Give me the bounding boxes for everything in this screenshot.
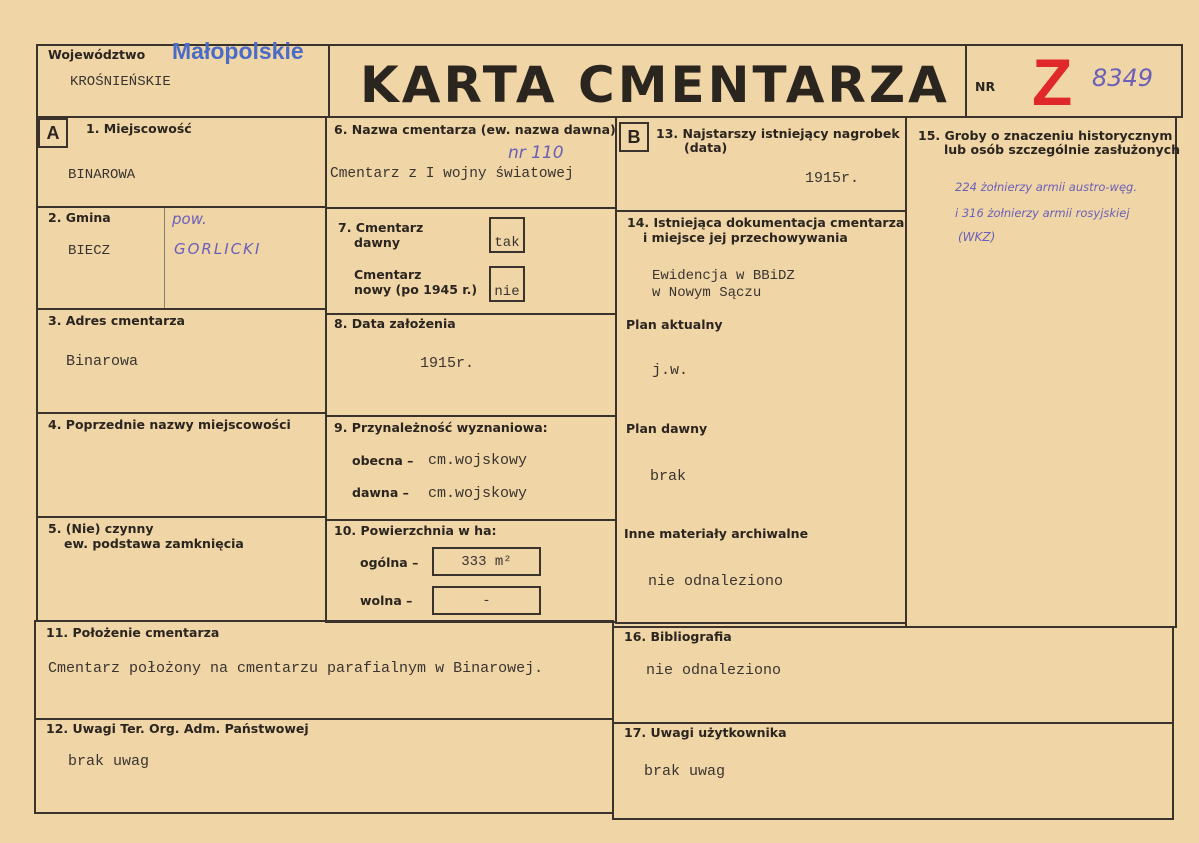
new-cemetery-sublabel: nowy (po 1945 r.) <box>354 282 478 297</box>
field-17-value: brak uwag <box>644 763 726 780</box>
field-15-note-3: (WKZ) <box>958 230 996 244</box>
current-plan-value: j.w. <box>652 362 689 379</box>
field-5-sublabel: ew. podstawa zamknięcia <box>64 536 244 551</box>
field-10-label: 10. Powierzchnia w ha: <box>334 523 497 538</box>
field-2-value: BIECZ <box>68 243 111 259</box>
field-12-value: brak uwag <box>68 753 150 770</box>
field-15-note-2: i 316 żołnierzy armii rosyjskiej <box>955 206 1130 220</box>
field-8-label: 8. Data założenia <box>334 316 456 331</box>
field-1-value: BINAROWA <box>68 167 136 183</box>
old-plan-label: Plan dawny <box>626 421 708 436</box>
field-4-label: 4. Poprzednie nazwy miejscowości <box>48 417 291 432</box>
field-15-label: 15. Groby o znaczeniu historycznym <box>918 128 1173 143</box>
field-16-label: 16. Bibliografia <box>624 629 732 644</box>
county-value: GORLICKI <box>174 240 262 258</box>
voivodeship-value: KROŚNIEŃSKIE <box>70 74 171 90</box>
nr-value: 8349 <box>1092 64 1154 92</box>
field-15-sublabel: lub osób szczególnie zasłużonych <box>944 142 1181 157</box>
archival-value: nie odnaleziono <box>648 573 784 590</box>
field-9-label: 9. Przynależność wyznaniowa: <box>334 420 548 435</box>
voivodeship-label: Województwo <box>48 47 146 62</box>
field-3-label: 3. Adres cmentarza <box>48 313 185 328</box>
section-a-letter: A <box>38 118 68 148</box>
current-plan-label: Plan aktualny <box>626 317 723 332</box>
current-denomination-label: obecna – <box>352 453 414 468</box>
documentation-location: w Nowym Sączu <box>652 285 762 301</box>
nr-label: NR <box>975 79 996 94</box>
field-5-label: 5. (Nie) czynny <box>48 521 154 536</box>
field-6-value: Cmentarz z I wojny światowej <box>330 166 574 182</box>
free-area-label: wolna – <box>360 593 413 608</box>
total-area-label: ogólna – <box>360 555 419 570</box>
free-area-box: - <box>432 586 541 615</box>
page-title: KARTA CMENTARZA <box>360 56 950 114</box>
field-1-label: 1. Miejscowość <box>86 121 192 136</box>
new-cemetery-box: nie <box>489 266 525 302</box>
field-11-label: 11. Położenie cmentarza <box>46 625 220 640</box>
field-6-label: 6. Nazwa cmentarza (ew. nazwa dawna) <box>334 122 616 137</box>
field-14-sublabel: i miejsce jej przechowywania <box>643 230 848 245</box>
total-area-box: 333 m² <box>432 547 541 576</box>
old-cemetery-box: tak <box>489 217 525 253</box>
former-denomination-value: cm.wojskowy <box>428 485 528 502</box>
field-13-label: 13. Najstarszy istniejący nagrobek <box>656 126 900 141</box>
field-6-note: nr 110 <box>508 143 564 163</box>
archival-label: Inne materiały archiwalne <box>624 526 809 541</box>
voivodeship-stamp: Małopolskie <box>172 38 304 64</box>
section-b-letter: B <box>619 122 649 152</box>
old-plan-value: brak <box>650 468 687 485</box>
new-cemetery-label: Cmentarz <box>354 267 422 282</box>
field-16-value: nie odnaleziono <box>646 662 782 679</box>
field-3-value: Binarowa <box>66 353 139 370</box>
county-label: pow. <box>172 210 207 228</box>
field-2-label: 2. Gmina <box>48 210 111 225</box>
field-15-note-1: 224 żołnierzy armii austro-węg. <box>955 180 1137 194</box>
nr-letter-stamp: Z <box>1032 45 1073 119</box>
field-12-label: 12. Uwagi Ter. Org. Adm. Państwowej <box>46 721 309 736</box>
current-denomination-value: cm.wojskowy <box>428 452 528 469</box>
field-11-value: Cmentarz położony na cmentarzu parafialnym w Binarowej. <box>48 660 544 677</box>
divider <box>164 208 165 308</box>
field-14-label: 14. Istniejąca dokumentacja cmentarza <box>627 215 905 230</box>
field-13-value: 1915r. <box>805 170 860 187</box>
documentation-value: Ewidencja w BBiDZ <box>652 268 795 284</box>
field-7-label: 7. Cmentarz <box>338 220 424 235</box>
field-8-value: 1915r. <box>420 355 475 372</box>
former-denomination-label: dawna – <box>352 485 409 500</box>
field-13-sublabel: (data) <box>684 140 728 155</box>
field-17-label: 17. Uwagi użytkownika <box>624 725 787 740</box>
field-7-sublabel: dawny <box>354 235 400 250</box>
